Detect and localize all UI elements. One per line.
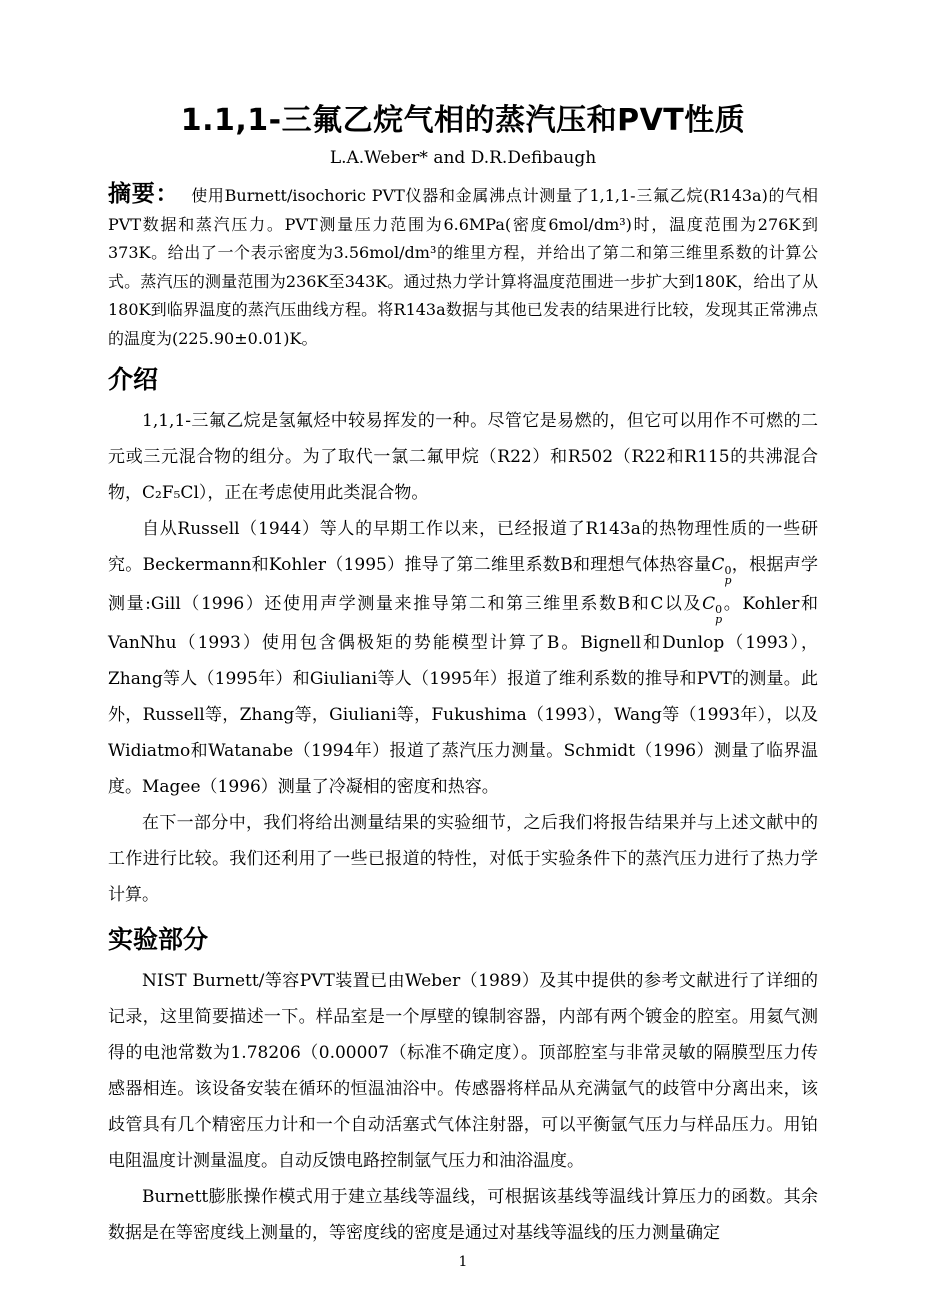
intro-p2-text-1: 自从Russell（1944）等人的早期工作以来，已经报道了R143a的热物理性质的一些研究。Beckermann和Kohler（1995）推导了第二维里系数B和理想气体热容量 [108,519,818,575]
section-heading-introduction: 介绍 [108,365,159,394]
page-number: 1 [458,1254,468,1270]
intro-paragraph-1: 1,1,1-三氟乙烷是氢氟烃中较易挥发的一种。尽管它是易燃的，但它可以用作不可燃的二元或三元混合物的组分。为了取代一氯二氟甲烷（R22）和R502（R22和R115的共沸混合物，C₂F₅Cl），正在考虑使用此类混合物。 [108,411,818,503]
math-symbol-superscript: 0 [715,603,723,616]
experimental-paragraph-2: Burnett膨胀操作模式用于建立基线等温线，可根据该基线等温线计算压力的函数。其余数据是在等密度线上测量的，等密度线的密度是通过对基线等温线的压力测量确定 [108,1187,818,1243]
experimental-paragraph-1: NIST Burnett/等容PVT装置已由Weber（1989）及其中提供的参考文献进行了详细的记录，这里简要描述一下。样品室是一个厚壁的镍制容器，内部有两个镀金的腔室。用氦气测得的电池常数为1.78206（0.00007（标准不确定度）。顶部腔室与非常灵敏的隔膜型压力传感器相连。该设备安装在循环的恒温油浴中。传感器将样品从充满氩气的歧管中分离出来，该歧管具有几个精密压力计和一个自动活塞式气体注射器，可以平衡氩气压力与样品压力。用铂电阻温度计测量温度。自动反馈电路控制氩气压力和油浴温度。 [108,971,818,1171]
math-symbol-base: C [711,555,725,575]
abstract-text: 使用Burnett/isochoric PVT仪器和金属沸点计测量了1,1,1-三氟乙烷(R143a)的气相PVT数据和蒸汽压力。PVT测量压力范围为6.6MPa(密度6mol/dm³)时，温度范围为276K到373K。给出了一个表示密度为3.56mol/dm³的维里方程，并给出了第二和第三维里系数的计算公式。蒸汽压的测量范围为236K至343K。通过热力学计算将温度范围进一步扩大到180K，给出了从180K到临界温度的蒸汽压曲线方程。将R143a数据与其他已发表的结果进行比较，发现其正常沸点的温度为(225.90±0.01)K。 [108,186,818,348]
math-symbol-subscript: p [715,613,723,626]
math-symbol-subscript: p [724,574,732,587]
section-heading-experimental: 实验部分 [108,925,209,954]
authors-line: L.A.Weber* and D.R.Defibaugh [329,148,597,168]
intro-paragraph-2 [108,511,818,805]
ideal-gas-heat-capacity-symbol [702,586,722,625]
abstract-label: 摘要： [108,181,180,207]
math-symbol-superscript: 0 [724,564,732,577]
abstract-paragraph [108,180,818,353]
intro-paragraph-3: 在下一部分中，我们将给出测量结果的实验细节，之后我们将报告结果并与上述文献中的工作进行比较。我们还利用了一些已报道的特性，对低于实验条件下的蒸汽压力进行了热力学计算。 [108,813,818,905]
math-symbol-base: C [702,594,716,614]
paper-title: 1.1,1-三氟乙烷气相的蒸汽压和PVT性质 [180,103,746,138]
ideal-gas-heat-capacity-symbol [711,547,731,586]
intro-p2-text-3: 。Kohler和VanNhu（1993）使用包含偶极矩的势能模型计算了B。Bignell和Dunlop（1993），Zhang等人（1995年）和Giuliani等人（1995年）报道了维利系数的推导和PVT的测量。此外，Russell等，Zhang等，Giuliani等，Fukushima（1993），Wang等（1993年），以及Widiatmo和Watanabe（1994年）报道了蒸汽压力测量。Schmidt（1996）测量了临界温度。Magee（1996）测量了冷凝相的密度和热容。 [108,594,818,797]
intro-p2-text-2: ，根据声学测量:Gill（1996）还使用声学测量来推导第二和第三维里系数B和C以及 [108,555,819,614]
